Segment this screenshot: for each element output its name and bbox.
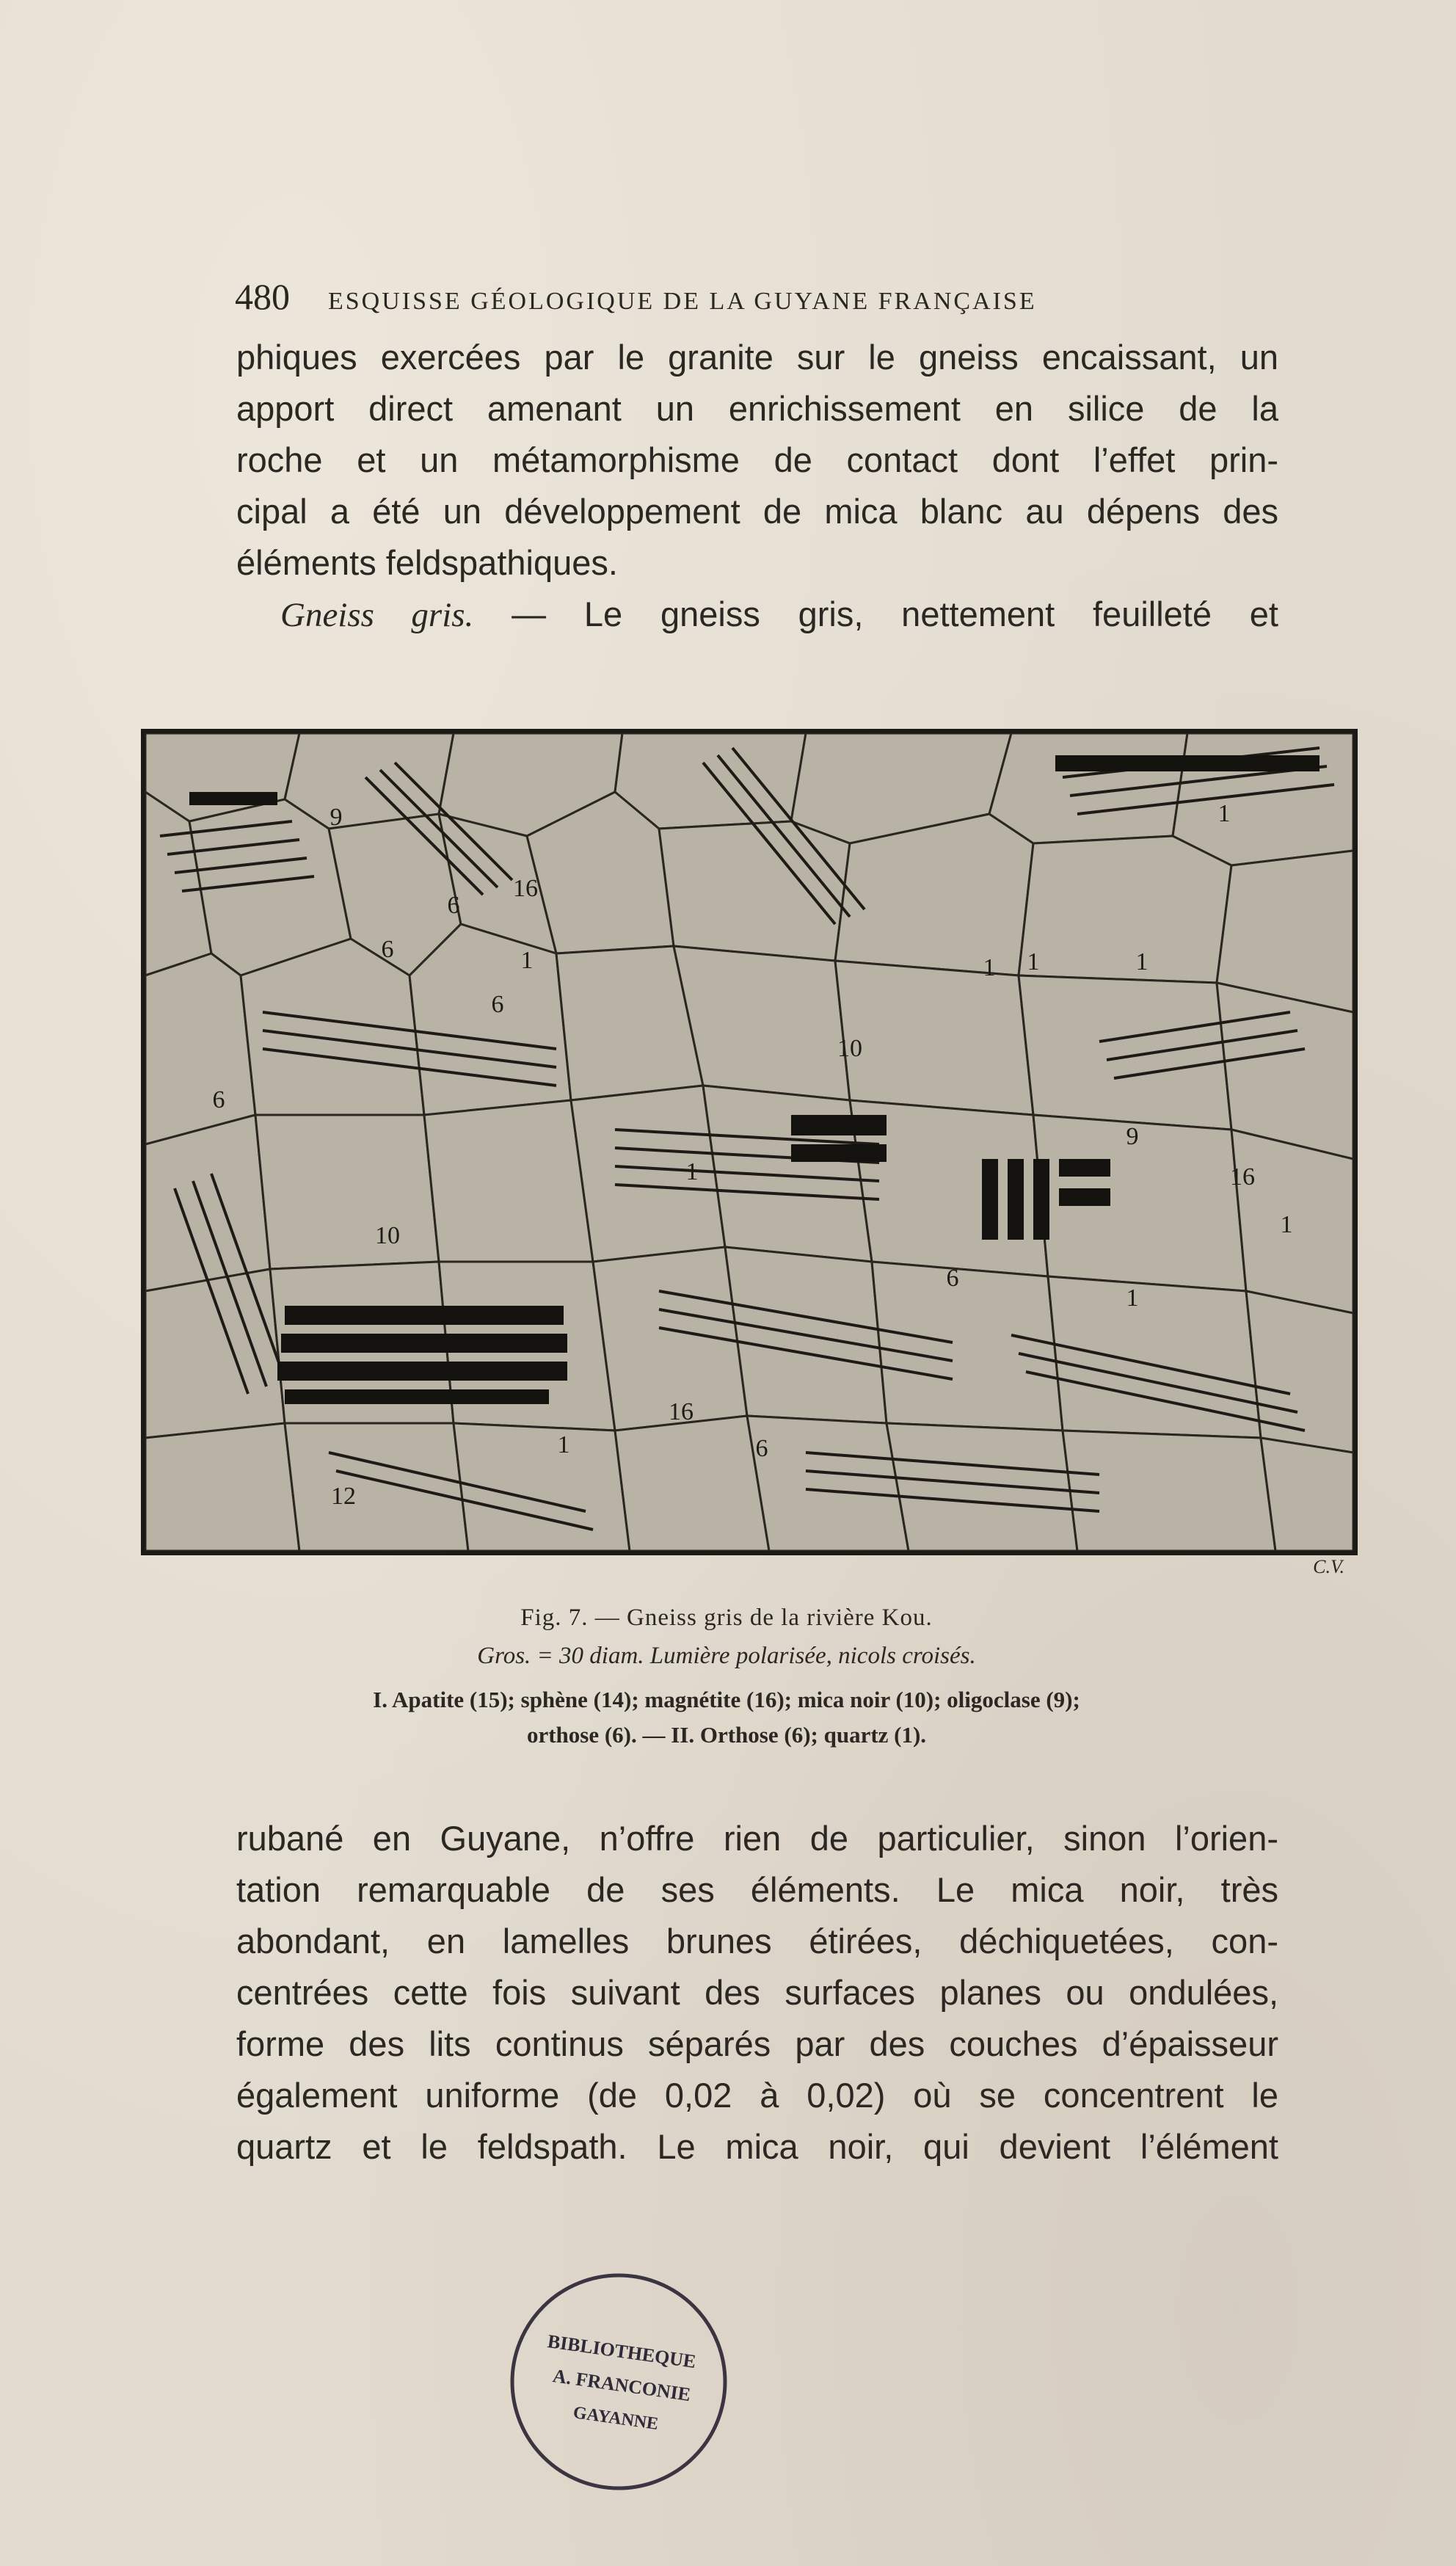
figure-label: 12 xyxy=(331,1483,356,1510)
figure-label: 6 xyxy=(946,1265,959,1292)
text-line: apport direct amenant un enrichissement en silice de la xyxy=(236,389,1278,428)
figure-label: 10 xyxy=(375,1222,400,1249)
figure-label: 9 xyxy=(330,804,343,831)
text-line: éléments feldspathiques. xyxy=(236,543,618,582)
micrograph-figure xyxy=(141,729,1358,1555)
library-stamp xyxy=(505,2268,732,2496)
figure-caption-magnification: Gros. = 30 diam. Lumière polarisée, nicols croisés. xyxy=(477,1643,976,1669)
text-line: abondant, en lamelles brunes étirées, déchiquetées, con- xyxy=(236,1922,1278,1960)
figure-label: 6 xyxy=(381,936,394,963)
figure-label: 1 xyxy=(557,1431,570,1458)
engraver-signature: C.V. xyxy=(1313,1556,1344,1577)
stamp-line-2: A. FRANCONIE xyxy=(551,2365,692,2406)
legend-line: orthose (6). — II. Orthose (6); quartz (1). xyxy=(526,1722,927,1748)
page-number: 480 xyxy=(235,276,290,317)
figure-label: 6 xyxy=(447,892,460,919)
figure-label: 16 xyxy=(513,875,538,902)
figure-caption-legend xyxy=(176,1682,1277,1753)
text-line: centrées cette fois suivant des surfaces planes ou ondulées, xyxy=(236,1973,1278,2012)
stamp-line-1: BIBLIOTHEQUE xyxy=(546,2330,698,2373)
text-line: tation remarquable de ses éléments. Le mica noir, très xyxy=(236,1870,1278,1909)
figure-label: 1 xyxy=(1126,1284,1139,1312)
text-line: cipal a été un développement de mica blanc au dépens des xyxy=(236,492,1278,531)
text-line: phiques exercées par le granite sur le gneiss encaissant, un xyxy=(236,338,1278,377)
figure-label: 1 xyxy=(1027,948,1040,975)
figure-label: 1 xyxy=(1217,800,1231,827)
figure-label: 9 xyxy=(1126,1123,1139,1150)
stamp-line-3: GAYANNE xyxy=(572,2403,660,2435)
text-line: rubané en Guyane, n’offre rien de particulier, sinon l’orien- xyxy=(236,1819,1278,1858)
section-heading-line xyxy=(236,589,1278,641)
running-header xyxy=(235,275,1277,318)
paragraph-bottom xyxy=(236,1813,1278,2173)
figure-label: 1 xyxy=(1135,948,1149,975)
figure-label: 1 xyxy=(685,1158,699,1185)
figure-label: 16 xyxy=(1230,1163,1255,1191)
section-heading-italic: Gneiss gris. xyxy=(280,596,474,634)
figure-label: 6 xyxy=(212,1086,225,1113)
paragraph-top xyxy=(236,332,1278,641)
figure-label: 6 xyxy=(755,1435,768,1462)
figure-label: 10 xyxy=(837,1035,862,1062)
text-line: roche et un métamorphisme de contact dont l’effet prin- xyxy=(236,440,1278,479)
text-line: également uniforme (de 0,02 à 0,02) où se concentrent le xyxy=(236,2076,1278,2115)
figure-caption-title: Fig. 7. — Gneiss gris de la rivière Kou. xyxy=(520,1604,933,1631)
running-head-title: ESQUISSE GÉOLOGIQUE DE LA GUYANE FRANÇAISE xyxy=(328,288,1037,315)
figure-label: 1 xyxy=(520,947,534,974)
figure-label: 1 xyxy=(983,954,996,981)
figure-label: 16 xyxy=(669,1398,694,1425)
legend-line: I. Apatite (15); sphène (14); magnétite (16); mica noir (10); oligoclase (9); xyxy=(373,1687,1080,1712)
figure-label: 1 xyxy=(1280,1211,1293,1238)
text-line: forme des lits continus séparés par des couches d’épaisseur xyxy=(236,2024,1278,2063)
section-heading-text: — Le gneiss gris, nettement feuilleté et xyxy=(473,595,1278,633)
text-line: quartz et le feldspath. Le mica noir, qui devient l’élément xyxy=(236,2127,1278,2166)
figure-label: 6 xyxy=(491,991,504,1018)
